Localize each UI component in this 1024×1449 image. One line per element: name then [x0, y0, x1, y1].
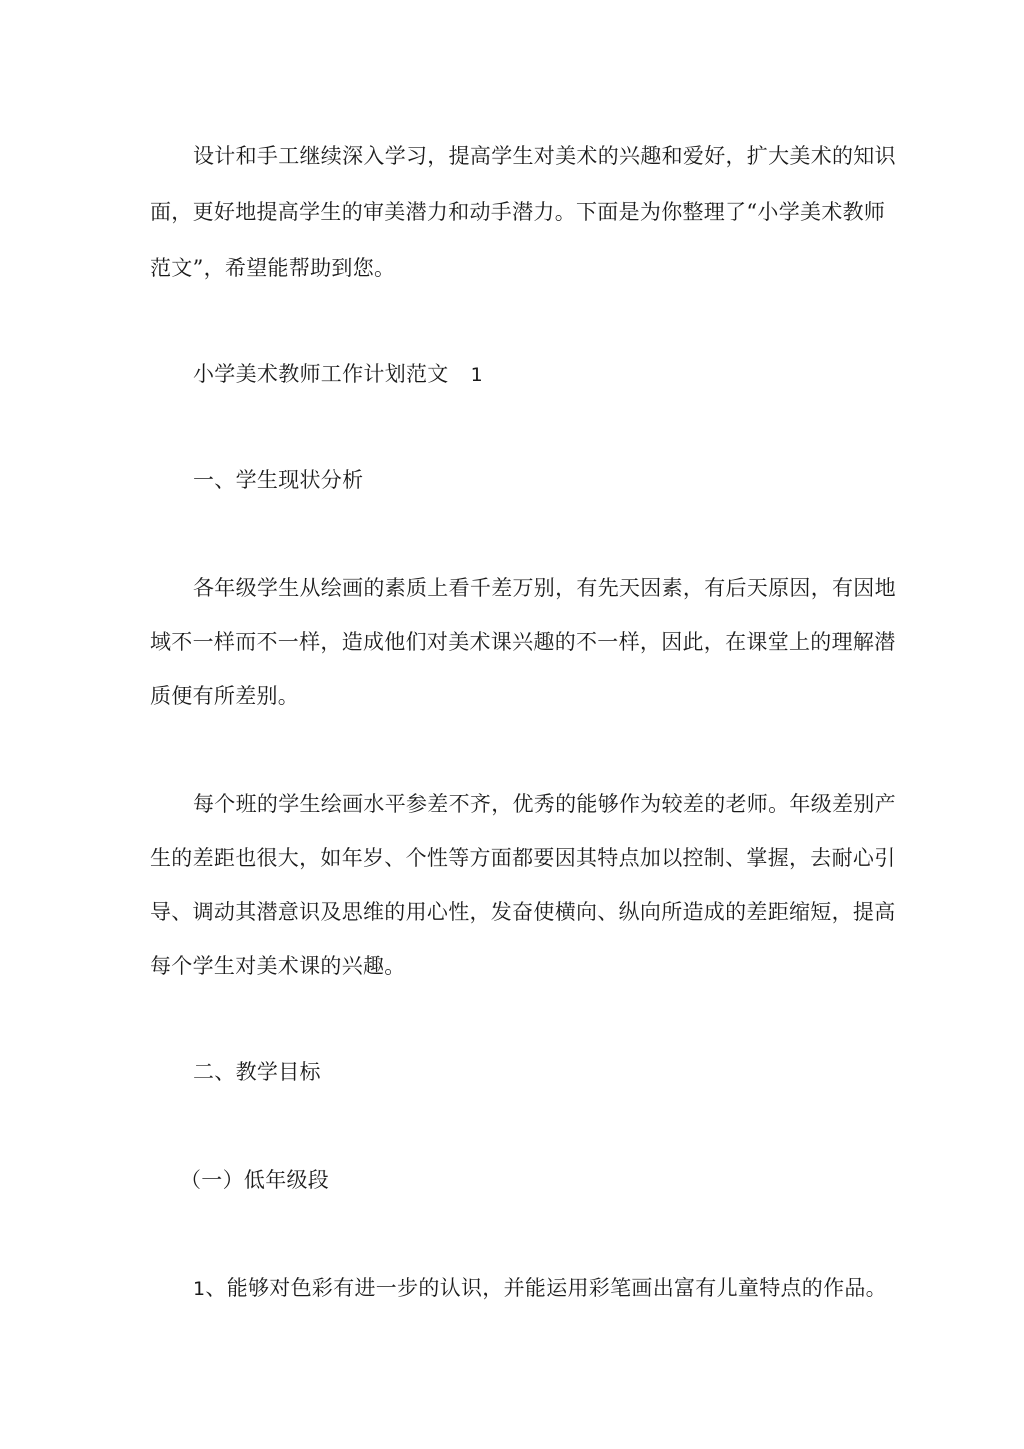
section-title — [193, 360, 483, 389]
heading-student-analysis: 一、学生现状分析 — [193, 468, 364, 492]
intro-line-3: 范文”，希望能帮助到您。 — [150, 256, 396, 280]
paragraph-2-line-4: 每个学生对美术课的兴趣。 — [150, 954, 406, 978]
section-title-text: 小学美术教师工作计划范文 — [193, 362, 449, 386]
paragraph-1-line-1: 各年级学生从绘画的素质上看千差万别，有先天因素，有后天原因，有因地 — [193, 576, 896, 600]
paragraph-2-line-1: 每个班的学生绘画水平参差不齐，优秀的能够作为较差的老师。年级差别产 — [193, 792, 896, 816]
section-title-number: 1 — [470, 364, 483, 386]
subheading-lower-grades: （一）低年级段 — [180, 1168, 330, 1192]
paragraph-1-line-2: 域不一样而不一样，造成他们对美术课兴趣的不一样，因此，在课堂上的理解潜 — [150, 630, 896, 654]
intro-line-2: 面，更好地提高学生的审美潜力和动手潜力。下面是为你整理了“小学美术教师 — [150, 200, 886, 224]
list-item-1-number: 1 — [193, 1278, 206, 1300]
intro-line-1: 设计和手工继续深入学习，提高学生对美术的兴趣和爱好，扩大美术的知识 — [193, 144, 896, 168]
heading-teaching-goals: 二、教学目标 — [193, 1060, 321, 1084]
paragraph-2-line-3: 导、调动其潜意识及思维的用心性，发奋使横向、纵向所造成的差距缩短，提高 — [150, 900, 896, 924]
list-item-1-text: 、能够对色彩有进一步的认识，并能运用彩笔画出富有儿童特点的作品。 — [205, 1276, 887, 1300]
list-item-1 — [193, 1274, 887, 1303]
paragraph-1-line-3: 质便有所差别。 — [150, 684, 300, 708]
paragraph-2-line-2: 生的差距也很大，如年岁、个性等方面都要因其特点加以控制、掌握，去耐心引 — [150, 846, 896, 870]
